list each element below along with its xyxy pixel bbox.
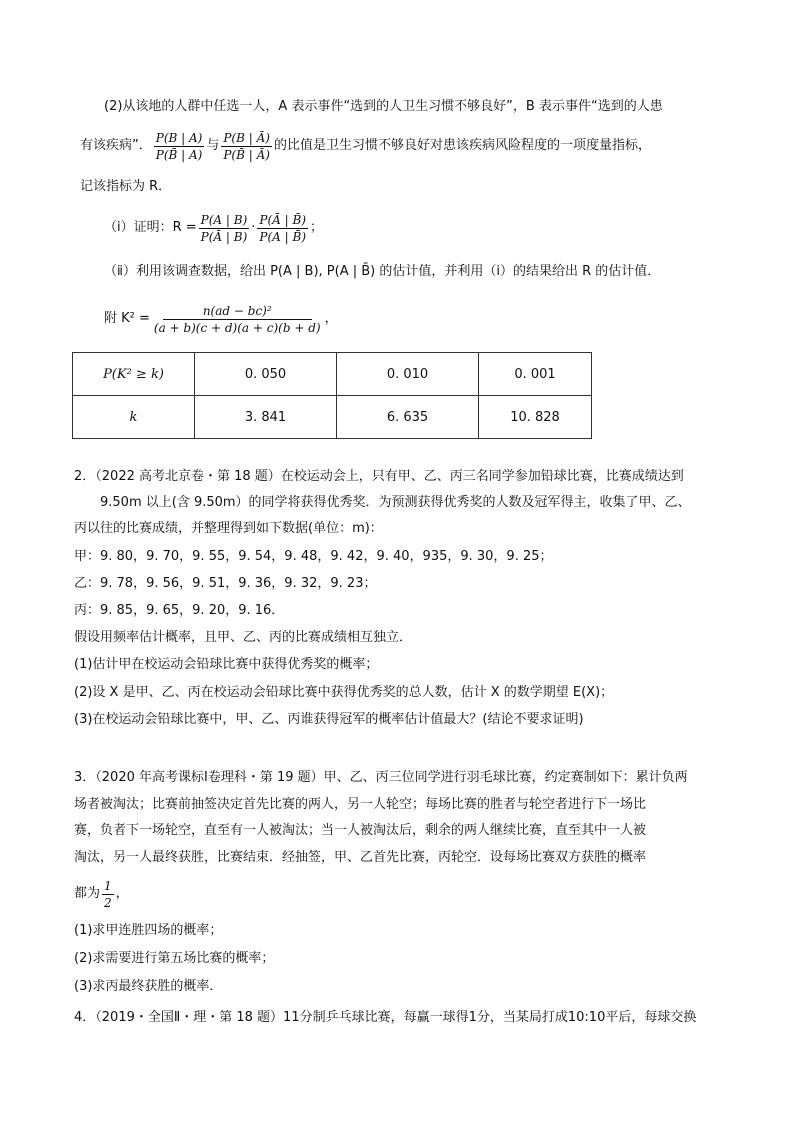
q4-line1: 4．（2019・全国Ⅱ・理・第 18 题）11分制乒乓球比赛，每赢一球得1分，当某局打成10:10平后，每球交换 — [74, 1010, 697, 1025]
fraction-2 — [221, 130, 272, 163]
sub1-fraction-1-numerator: P(A | B) — [200, 212, 248, 227]
table-header-cell: 0. 050 — [195, 353, 337, 396]
sub-question-2: （ⅱ）利用该调查数据，给出 P(A | B), P(A | B̄) 的估计值，并利用（ⅰ）的结果给出 R 的估计值． — [104, 264, 661, 279]
q3-line2: 场者被淘汰；比赛前抽签决定首先比赛的两人，另一人轮空；每场比赛的胜者与轮空者进行下一场比 — [74, 797, 647, 812]
sub1-end: ； — [310, 220, 324, 235]
fraction-1-denominator: P(B̄ | A) — [155, 147, 203, 162]
part2-line1: (2)从该地的人群中任选一人，A 表示事件“选到的人卫生习惯不够良好”，B 表示事件“选到的人患 — [104, 99, 663, 114]
table-cell: k — [73, 396, 195, 439]
part2-line2 — [80, 124, 651, 168]
half-fraction — [102, 878, 114, 911]
sub1-fraction-2-numerator: P(Ā | B̄) — [259, 212, 306, 227]
q2-sub3: (3)在校运动会铅球比赛中，甲、乙、丙谁获得冠军的概率估计值最大？(结论不要求证明) — [74, 712, 584, 727]
q2-line2: 9.50m 以上(含 9.50m）的同学将获得优秀奖．为预测获得优秀奖的人数及冠军得主，收集了甲、乙、 — [100, 495, 691, 510]
table-row — [73, 396, 592, 439]
formula-end: ， — [324, 311, 338, 326]
q2-data-bing: 丙：9. 85，9. 65，9. 20，9. 16． — [74, 603, 285, 618]
q3-line4: 淘汰，另一人最终获胜，比赛结束．经抽签，甲、乙首先比赛，丙轮空．设每场比赛双方获胜的概率 — [74, 850, 647, 865]
q3-sub2: (2)求需要进行第五场比赛的概率； — [74, 951, 275, 966]
formula-fraction — [152, 303, 323, 336]
sub1-label: （ⅰ）证明：R = — [104, 220, 197, 235]
fraction-2-numerator: P(B | Ā) — [223, 130, 270, 145]
fraction-1-numerator: P(B | A) — [155, 130, 203, 145]
sub1-fraction-2-denominator: P(A | B̄) — [259, 229, 306, 244]
table-cell: 3. 841 — [195, 396, 337, 439]
q3-line5 — [74, 874, 129, 914]
sub1-fraction-1 — [199, 212, 250, 245]
q2-data-yi: 乙：9. 78，9. 56，9. 51，9. 36，9. 32，9. 23； — [74, 576, 377, 591]
fraction-1 — [154, 130, 205, 163]
q2-assumption: 假设用频率估计概率，且甲、乙、丙的比赛成绩相互独立． — [74, 630, 413, 645]
formula-denominator: (a + b)(c + d)(a + c)(b + d) — [153, 320, 321, 335]
q3-line5-start: 都为 — [74, 886, 101, 901]
formula-prefix: 附 K² = — [104, 311, 150, 326]
table-header-cell: 0. 001 — [479, 353, 592, 396]
sub1-fraction-1-denominator: P(Ā | B) — [200, 229, 248, 244]
part2-line2-end: 的比值是卫生习惯不够良好对患该疾病风险程度的一项度量指标， — [273, 138, 651, 153]
table-header-cell: P(K² ≥ k) — [73, 353, 195, 396]
table-row — [73, 353, 592, 396]
q3-sub3: (3)求丙最终获胜的概率． — [74, 979, 223, 994]
q2-line1: 2．（2022 高考北京卷・第 18 题）在校运动会上，只有甲、乙、丙三名同学参加铅球比赛，比赛成绩达到 — [74, 469, 684, 484]
q3-line1: 3．（2020 年高考课标Ⅰ卷理科・第 19 题）甲、乙、丙三位同学进行羽毛球比赛，约定赛制如下：累计负两 — [74, 770, 688, 785]
half-numerator: 1 — [104, 878, 112, 893]
sub-question-1 — [104, 206, 323, 250]
half-denominator: 2 — [104, 895, 112, 910]
q3-line3: 赛，负者下一场轮空，直至有一人被淘汰；当一人被淘汰后，剩余的两人继续比赛，直至其中一人被 — [74, 823, 647, 838]
k2-formula — [104, 294, 338, 344]
fraction-2-denominator: P(B̄ | Ā) — [223, 147, 270, 162]
q2-line3: 丙以往的比赛成绩，并整理得到如下数据(单位：m)： — [74, 521, 383, 536]
table-cell: 10. 828 — [479, 396, 592, 439]
connector-yu: 与 — [206, 138, 220, 153]
part2-line2-start: 有该疾病”． — [80, 138, 152, 153]
q3-sub1: (1)求甲连胜四场的概率； — [74, 923, 223, 938]
table-cell: 6. 635 — [337, 396, 479, 439]
critical-value-table — [72, 352, 592, 439]
q2-data-jia: 甲：9. 80，9. 70，9. 55，9. 54，9. 48，9. 42，9. 40，935，9. 30，9. 25； — [74, 549, 553, 564]
table-header-cell: 0. 010 — [337, 353, 479, 396]
q3-line5-end: ， — [115, 886, 129, 901]
sub1-fraction-2 — [257, 212, 308, 245]
q2-sub2: (2)设 X 是甲、乙、丙在校运动会铅球比赛中获得优秀奖的总人数，估计 X 的数学期望 E(X)； — [74, 685, 614, 700]
formula-numerator: n(ad − bc)² — [163, 303, 312, 320]
part2-line3: 记该指标为 R． — [80, 179, 172, 194]
sub1-dot: · — [251, 220, 256, 235]
q2-sub1: (1)估计甲在校运动会铅球比赛中获得优秀奖的概率； — [74, 657, 379, 672]
